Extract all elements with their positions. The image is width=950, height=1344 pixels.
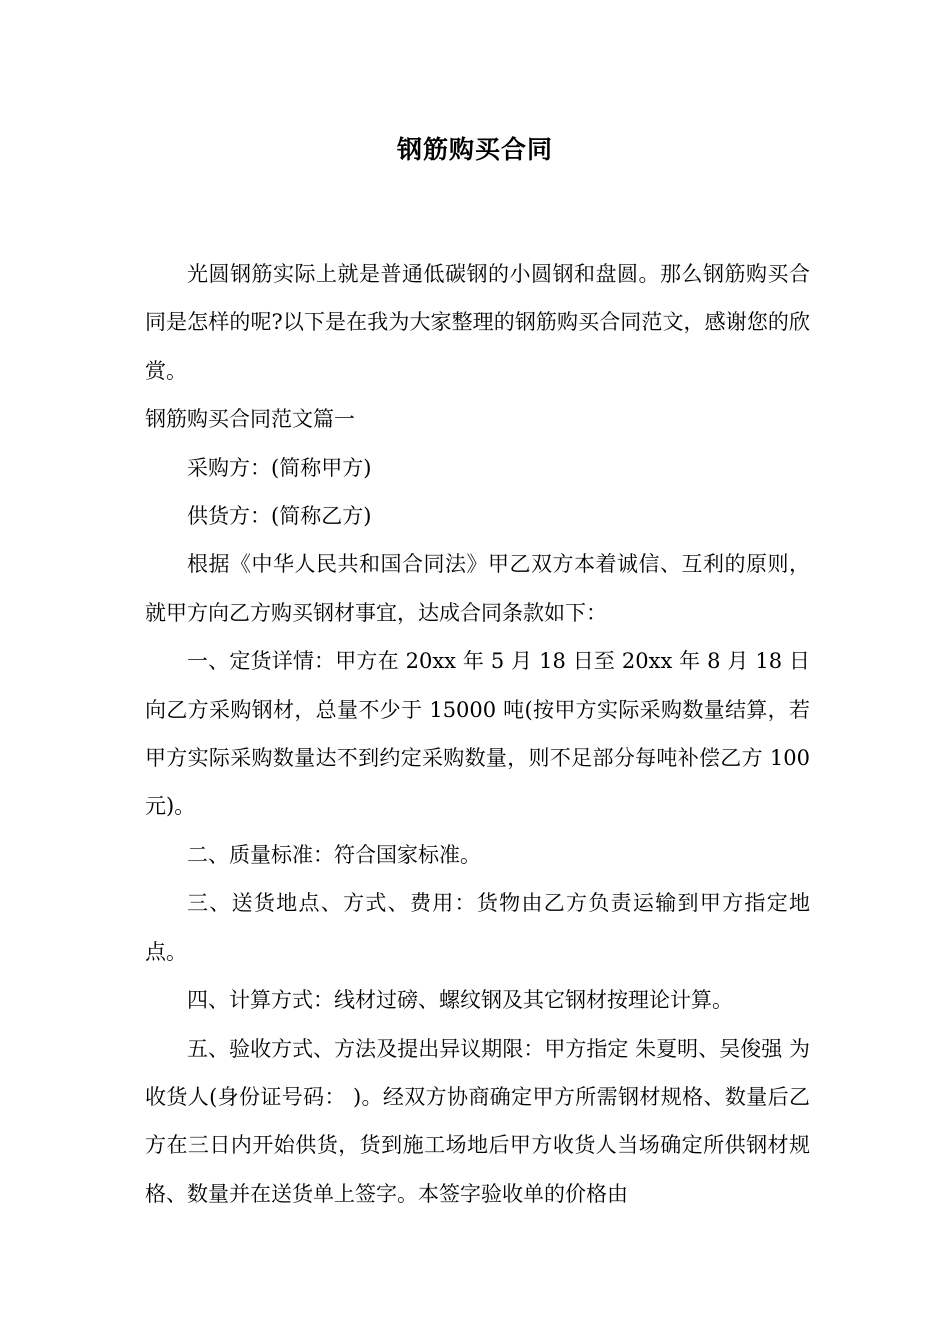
- paragraph-supplier: 供货方：(简称乙方): [187, 504, 372, 529]
- clause-quality-standard: 二、质量标准：符合国家标准。: [187, 842, 481, 867]
- document-body: [145, 250, 810, 1218]
- document-title: 钢筋购买合同: [396, 135, 553, 164]
- clause-acceptance: 五、验收方式、方法及提出异议期限：甲方指定 朱夏明、吴俊强 为收货人(身份证号码： )。经双方协商确定甲方所需钢材规格、数量后乙方在三日内开始供货，货到施工场地后甲方收货人当场确定所供钢材规格、数量并在送货单上签字。本签字验收单的价格由: [145, 1036, 810, 1206]
- section-heading: 钢筋购买合同范文篇一: [145, 407, 355, 432]
- paragraph-buyer: 采购方：(简称甲方): [187, 455, 372, 480]
- paragraph-legal-basis: 根据《中华人民共和国合同法》甲乙双方本着诚信、互利的原则，就甲方向乙方购买钢材事宜，达成合同条款如下：: [145, 552, 810, 625]
- clause-delivery: 三、送货地点、方式、费用：货物由乙方负责运输到甲方指定地点。: [145, 891, 810, 964]
- paragraph-intro: 光圆钢筋实际上就是普通低碳钢的小圆钢和盘圆。那么钢筋购买合同是怎样的呢?以下是在我为大家整理的钢筋购买合同范文，感谢您的欣赏。: [145, 262, 810, 383]
- clause-order-details: 一、定货详情：甲方在 20xx 年 5 月 18 日至 20xx 年 8 月 18 日向乙方采购钢材，总量不少于 15000 吨(按甲方实际采购数量结算，若甲方实际采购数量达不到约定采购数量，则不足部分每吨补偿乙方 100 元)。: [145, 649, 810, 819]
- clause-calculation: 四、计算方式：线材过磅、螺纹钢及其它钢材按理论计算。: [187, 988, 733, 1013]
